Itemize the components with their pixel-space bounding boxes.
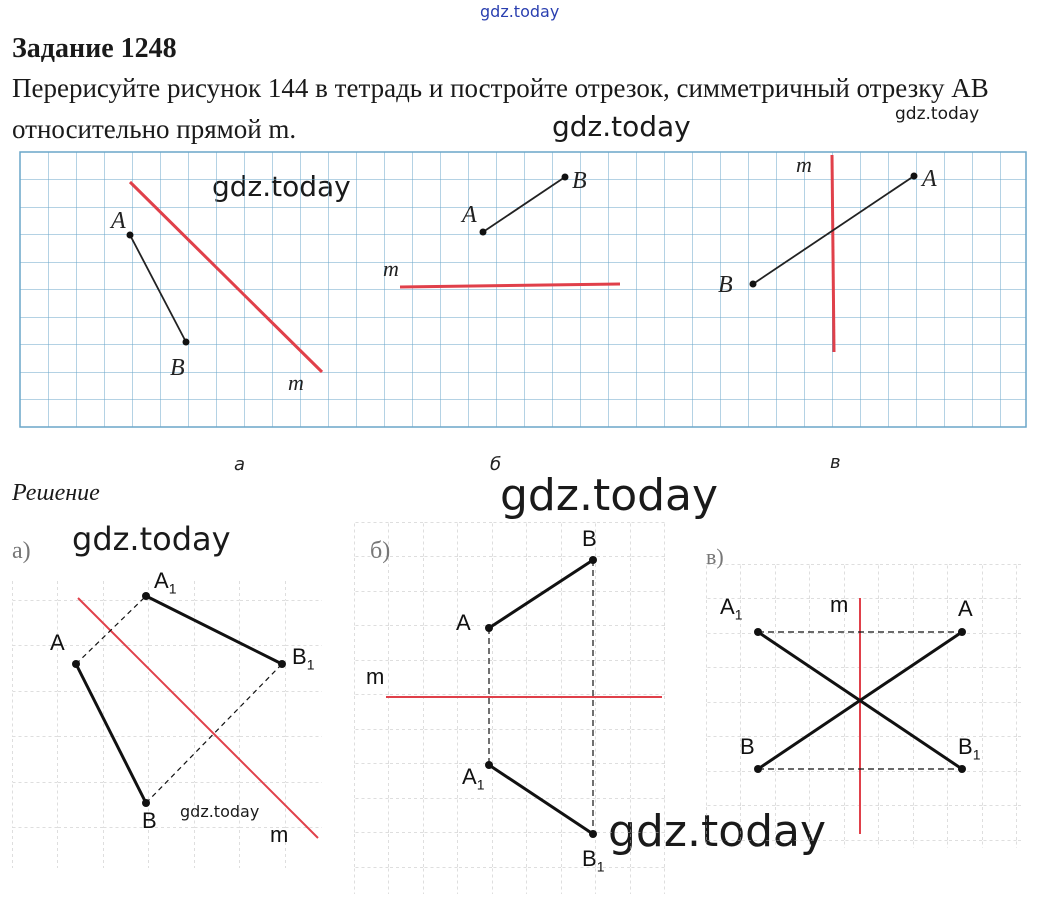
- watermark-top: gdz.today: [480, 2, 560, 21]
- solution-caption-a: а): [12, 538, 31, 564]
- task-text: Перерисуйте рисунок 144 в тетрадь и постройте отрезок, симметричный отрезку АВ относительно прямой m.: [12, 73, 989, 144]
- label-m: m: [270, 822, 289, 847]
- solution-b: [350, 520, 670, 896]
- label-b1: $B_1$: [958, 734, 981, 763]
- label-a: A: [462, 202, 477, 228]
- label-a: A: [922, 166, 937, 192]
- point-a: [72, 660, 80, 668]
- label-m: m: [288, 370, 304, 395]
- caption-b: б: [490, 454, 502, 475]
- label-a1: $A_1$: [154, 568, 177, 597]
- watermark: gdz.today: [895, 104, 980, 124]
- watermark: gdz.today: [552, 110, 691, 143]
- point-a: [911, 173, 918, 180]
- label-a1: $A_1$: [462, 764, 485, 793]
- solution-c: [700, 530, 1030, 850]
- point-b1: [278, 660, 286, 668]
- point-a1: [142, 592, 150, 600]
- point-b1: [958, 765, 966, 773]
- point-b: [589, 556, 597, 564]
- caption-c: в: [830, 452, 841, 473]
- point-a: [485, 624, 493, 632]
- textbook-figure: [0, 140, 1048, 440]
- solution-caption-b: б): [370, 538, 391, 564]
- point-a: [480, 229, 487, 236]
- label-b: B: [740, 734, 755, 759]
- line-m-c: [832, 155, 834, 352]
- watermark: gdz.today: [72, 520, 231, 558]
- label-m: m: [830, 592, 849, 617]
- label-b: B: [718, 272, 733, 298]
- label-b: B: [572, 168, 587, 194]
- label-a: A: [111, 208, 126, 234]
- label-b: B: [170, 355, 185, 381]
- solution-caption-c: в): [706, 544, 724, 569]
- caption-a: а: [234, 454, 246, 475]
- point-a: [127, 232, 134, 239]
- label-a: A: [958, 596, 973, 621]
- label-m: m: [383, 256, 399, 281]
- solution-a: [0, 520, 330, 870]
- label-b1: $B_1$: [582, 846, 605, 875]
- point-b: [142, 799, 150, 807]
- point-a1: [754, 628, 762, 636]
- label-b: B: [142, 808, 157, 833]
- label-a1: $A_1$: [720, 594, 743, 623]
- point-b: [562, 174, 569, 181]
- label-a: A: [456, 610, 471, 635]
- label-m: m: [366, 664, 385, 689]
- point-a: [958, 628, 966, 636]
- point-b: [754, 765, 762, 773]
- point-b: [183, 339, 190, 346]
- task-title: Задание 1248: [12, 33, 177, 64]
- point-b1: [589, 830, 597, 838]
- label-m: m: [796, 152, 812, 177]
- point-b: [750, 281, 757, 288]
- label-b: B: [582, 526, 597, 551]
- point-a1: [485, 761, 493, 769]
- label-b1: $B_1$: [292, 644, 315, 673]
- label-a: A: [50, 630, 65, 655]
- solution-label: Решение: [12, 480, 100, 506]
- watermark: gdz.today: [500, 470, 719, 521]
